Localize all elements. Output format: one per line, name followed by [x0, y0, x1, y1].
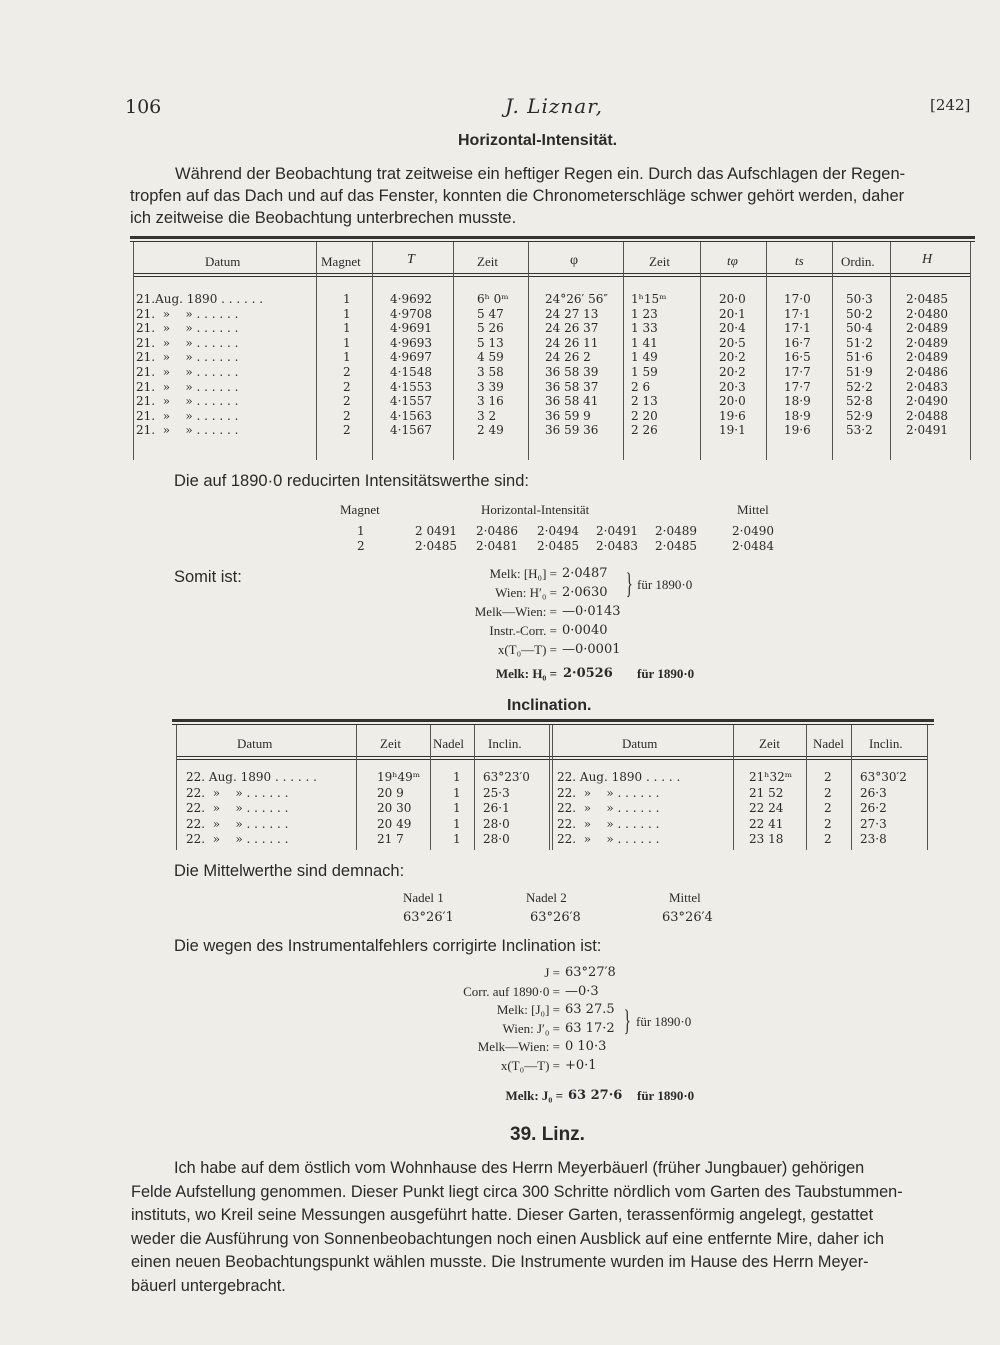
linz-line: weder die Ausführung von Sonnenbeobachtungen noch einen Ausblick auf eine entfernte Mire, daher ich [131, 1229, 885, 1248]
reduced-value: 2·0486 [476, 524, 518, 538]
table-cell: 2 [343, 394, 351, 409]
table-header-rule-2 [133, 276, 971, 277]
reduced-magnet: 2 [357, 539, 365, 553]
table-cell: 3 58 [477, 365, 504, 379]
incl-table-cell: 2 [824, 816, 832, 831]
equation-lhs: Wien: H′₀ = [495, 585, 557, 600]
t2-col-divider [430, 725, 431, 850]
reduced-value: 2·0481 [476, 539, 518, 553]
table-cell: 2 49 [477, 423, 504, 438]
table-cell: 36 58 37 [545, 379, 599, 394]
incl-table-cell: 26·1 [483, 801, 510, 815]
reduced-header-mittel: Mittel [737, 502, 769, 517]
page-number: 106 [125, 96, 162, 118]
reduced-mean: 2·0484 [732, 539, 774, 553]
table-cell: 1 [343, 292, 351, 306]
incl-table-cell: 22. » » . . . . . . [186, 785, 289, 800]
col-divider [623, 242, 624, 460]
somit-label: Somit ist: [174, 568, 242, 586]
table-cell: 2 [343, 408, 351, 423]
table-cell: 4·1548 [390, 365, 432, 379]
equation-rhs: —0·0001 [562, 642, 621, 657]
col-divider [766, 242, 767, 460]
incl-table-cell: 28·0 [483, 832, 510, 846]
equation-lhs: Wien: J′₀ = [502, 1020, 560, 1036]
col-divider [700, 242, 701, 460]
incl-table-cell: 23·8 [860, 832, 887, 846]
table-cell: 5 47 [477, 306, 504, 321]
th-ordin: Ordin. [841, 254, 875, 269]
table-cell: 21.Aug. 1890 . . . . . . [136, 292, 264, 306]
equation-rhs: 2·0630 [562, 585, 608, 600]
t2-col-divider [851, 725, 852, 850]
incl-table-cell: 1 [453, 770, 461, 784]
table-cell: 1 49 [631, 350, 658, 365]
corrected-title: Die wegen des Instrumentalfehlers corrigirte Inclination ist: [174, 937, 602, 955]
incl-table-cell: 26·2 [860, 801, 887, 815]
incl-table-cell: 20 49 [377, 816, 412, 831]
incl-table-cell: 22. » » . . . . . . [186, 801, 289, 815]
table-cell: 51·6 [846, 350, 873, 365]
table-cell: 24 27 13 [545, 306, 599, 321]
table-cell: 53·2 [846, 423, 873, 438]
table-cell: 24 26 11 [545, 335, 599, 350]
table-cell: 20·2 [719, 365, 746, 379]
incl-table-cell: 22. » » . . . . . . [557, 832, 660, 846]
equation-lhs: Melk: [J₀] = [496, 1002, 560, 1017]
table-cell: 20·0 [719, 292, 746, 306]
equation-rhs: —0·0143 [562, 604, 621, 619]
equation-rhs: 0·0040 [562, 623, 608, 638]
reduced-value: 2·0485 [655, 539, 697, 553]
mean-value-nadel1: 63°26′1 [403, 910, 454, 925]
incl-table-cell: 63°30′2 [860, 770, 907, 784]
table-cell: 1 23 [631, 306, 658, 321]
table-cell: 17·1 [784, 306, 811, 321]
table-cell: 17·7 [784, 379, 811, 394]
equation-lhs: Instr.-Corr. = [489, 623, 557, 638]
table-cell: 50·4 [846, 321, 873, 336]
linz-line: Felde Aufstellung genommen. Dieser Punkt liegt circa 300 Schritte nördlich vom Garten des Taubstummen- [131, 1182, 903, 1201]
incl-table-cell: 21 52 [749, 785, 784, 800]
t2-th-zeit: Zeit [380, 736, 401, 751]
linz-line: bäuerl untergebracht. [131, 1276, 286, 1295]
mean-value-nadel2: 63°26′8 [530, 910, 581, 925]
table-top-rule-thin [130, 241, 975, 242]
table-cell: 51·2 [846, 335, 873, 350]
incl-table-cell: 63°23′0 [483, 770, 530, 784]
t2-th-inclin: Inclin. [488, 736, 522, 751]
table-cell: 36 58 39 [545, 365, 599, 379]
page-reference: [242] [930, 96, 971, 114]
incl-table-cell: 1 [453, 832, 461, 846]
incl-final-lhs: Melk: J₀ = [505, 1088, 563, 1103]
intro-paragraph [130, 163, 980, 229]
table-cell: 4·9692 [390, 292, 432, 306]
t2-th-nadel-2: Nadel [813, 736, 845, 751]
table-cell: 20·1 [719, 306, 746, 321]
brace: } [625, 567, 633, 600]
table-cell: 2·0490 [906, 394, 948, 409]
table-cell: 2 [343, 423, 351, 438]
table-cell: 21. » » . . . . . . [136, 408, 239, 423]
col-divider [528, 242, 529, 460]
means-title: Die Mittelwerthe sind demnach: [174, 862, 405, 880]
table-cell: 20·5 [719, 335, 746, 350]
linz-line: einen neuen Beobachtungspunkt wählen musste. Die Instrumente wurden im Hause des Herrn Meyer- [131, 1253, 869, 1271]
incl-table-cell: 1 [453, 785, 461, 800]
table-cell: 51·9 [846, 365, 873, 379]
t2-th-datum: Datum [237, 736, 273, 751]
running-head-author: J. Liznar, [505, 94, 603, 118]
mean-label-nadel1: Nadel 1 [403, 890, 444, 905]
table-cell: 2 20 [631, 408, 658, 423]
incl-table-cell: 23 18 [749, 832, 784, 846]
table-cell: 16·7 [784, 335, 811, 350]
incl-table-cell: 22. » » . . . . . . [557, 785, 660, 800]
summary-brace-note: für 1890·0 [637, 577, 693, 592]
th-phi: φ [570, 253, 579, 268]
table-cell: 52·2 [846, 379, 873, 394]
table-cell: 4·1553 [390, 379, 432, 394]
th-H: H [922, 252, 933, 267]
table-cell: 3 39 [477, 379, 504, 394]
table-cell: 2·0489 [906, 321, 948, 336]
table-cell: 36 59 9 [545, 408, 591, 423]
table-cell: 2 [343, 365, 351, 379]
t2-col-divider [356, 725, 357, 850]
table-cell: 20·2 [719, 350, 746, 365]
table-cell: 4·9708 [390, 306, 432, 321]
section-title-inclination: Inclination. [507, 697, 592, 714]
incl-table-cell: 1 [453, 816, 461, 831]
table-cell: 17·0 [784, 292, 811, 306]
table-cell: 1 59 [631, 365, 658, 379]
table-cell: 1ʰ15ᵐ [631, 292, 667, 306]
incl-table-cell: 21 7 [377, 832, 404, 846]
th-t-phi: tφ [727, 253, 738, 268]
table-cell: 21. » » . . . . . . [136, 350, 239, 365]
linz-line: instituts, wo Kreil seine Messungen ausgeführt hatte. Dieser Garten, terassenförmig angelegt, gestattet [131, 1206, 874, 1224]
equation-lhs: Melk—Wien: = [477, 1039, 560, 1054]
incl-table-cell: 22 24 [749, 801, 784, 815]
incl-table-cell: 20 9 [377, 785, 404, 800]
table-cell: 21. » » . . . . . . [136, 379, 239, 394]
table-cell: 5 26 [477, 321, 504, 336]
incl-table-cell: 28·0 [483, 816, 510, 831]
equation-rhs: 0 10·3 [565, 1039, 607, 1054]
intro-line: Während der Beobachtung trat zeitweise ein heftiger Regen ein. Durch das Aufschlagen der Regen- [175, 165, 906, 183]
final-note: für 1890·0 [637, 666, 695, 681]
th-t-s: ts [795, 253, 804, 268]
t2-col-divider [474, 725, 475, 850]
equation-lhs: Melk—Wien: = [474, 604, 557, 619]
incl-table-cell: 26·3 [860, 785, 887, 800]
linz-paragraph [131, 1157, 981, 1298]
reduced-header-magnet: Magnet [340, 502, 380, 517]
table-cell: 4·1557 [390, 394, 432, 409]
table-cell: 4 59 [477, 350, 504, 365]
t2-col-divider [549, 725, 550, 850]
table-cell: 17·7 [784, 365, 811, 379]
table-cell: 2·0489 [906, 335, 948, 350]
t2-left-border [176, 725, 177, 850]
incl-table-cell: 25·3 [483, 785, 510, 800]
th-datum: Datum [205, 254, 241, 269]
table-cell: 4·1563 [390, 408, 432, 423]
table-cell: 17·1 [784, 321, 811, 336]
table-cell: 1 33 [631, 321, 658, 336]
incl-table-cell: 2 [824, 801, 832, 815]
table-cell: 2·0485 [906, 292, 948, 306]
table-cell: 19·6 [784, 423, 811, 438]
table-header-rule [133, 273, 971, 274]
incl-table-cell: 22. » » . . . . . . [557, 801, 660, 815]
mean-label-nadel2: Nadel 2 [526, 890, 567, 905]
equation-rhs: 2·0487 [562, 566, 608, 581]
incl-table-cell: 21ʰ32ᵐ [749, 770, 793, 784]
table-cell: 20·0 [719, 394, 746, 409]
table-cell: 20·4 [719, 321, 746, 336]
table-cell: 1 [343, 350, 351, 365]
corrected-brace-note: für 1890·0 [636, 1014, 692, 1029]
incl-final-note: für 1890·0 [637, 1088, 695, 1103]
table-cell: 19·1 [719, 423, 746, 438]
incl-table-cell: 22. Aug. 1890 . . . . . [557, 770, 681, 784]
incl-table-cell: 22. » » . . . . . . [186, 816, 289, 831]
table-cell: 4·9697 [390, 350, 432, 365]
reduced-value: 2·0485 [537, 539, 579, 553]
table-cell: 4·9693 [390, 335, 432, 350]
table-cell: 21. » » . . . . . . [136, 321, 239, 336]
equation-lhs: Melk: [H₀] = [489, 566, 557, 581]
table-cell: 2·0489 [906, 350, 948, 365]
section-title-horizontal-intensity: Horizontal-Intensität. [458, 132, 618, 149]
incl-table-cell: 19ʰ49ᵐ [377, 770, 421, 784]
table-cell: 24 26 37 [545, 321, 599, 336]
final-lhs: Melk: H₀ = [495, 666, 557, 681]
equation-rhs: 63 27.5 [565, 1002, 615, 1017]
t2-top-rule-thin [172, 724, 934, 725]
table-cell: 6ʰ 0ᵐ [477, 292, 509, 306]
table-cell: 2 [343, 379, 351, 394]
t2-col-divider [552, 725, 553, 850]
incl-table-cell: 20 30 [377, 801, 412, 815]
linz-line: Ich habe auf dem östlich vom Wohnhause des Herrn Meyerbäuerl (früher Jungbauer) gehörigen [174, 1159, 865, 1177]
table-cell: 50·2 [846, 306, 873, 321]
table-cell: 21. » » . . . . . . [136, 365, 239, 379]
reduced-mean: 2·0490 [732, 524, 774, 538]
table-cell: 2 26 [631, 423, 658, 438]
final-rhs: 2·0526 [563, 666, 613, 681]
t2-th-datum-2: Datum [622, 736, 658, 751]
col-divider [453, 242, 454, 460]
reduced-value: 2 0491 [415, 524, 457, 538]
col-divider [316, 242, 317, 460]
incl-final-rhs: 63 27·6 [568, 1088, 623, 1103]
table-cell: 36 58 41 [545, 394, 599, 409]
intro-line: tropfen auf das Dach und auf das Fenster, konnten die Chronometerschläge schwer gehört werden, daher [130, 187, 905, 205]
reduced-value: 2·0483 [596, 539, 638, 553]
table-cell: 4·1567 [390, 423, 432, 438]
th-T: T [407, 252, 415, 267]
table-cell: 2 6 [631, 379, 651, 394]
incl-table-cell: 2 [824, 832, 832, 846]
incl-table-cell: 22. » » . . . . . . [186, 832, 289, 846]
table-cell: 20·3 [719, 379, 746, 394]
equation-rhs: +0·1 [565, 1057, 597, 1073]
reduced-header-hi: Horizontal-Intensität [481, 502, 590, 517]
equation-lhs: x(T₀—T) = [500, 1057, 560, 1073]
reduced-value: 2·0489 [655, 524, 697, 538]
col-divider [890, 242, 891, 460]
table-cell: 3 2 [477, 408, 497, 423]
incl-table-cell: 2 [824, 785, 832, 800]
mean-label-mittel: Mittel [669, 890, 701, 905]
table-cell: 21. » » . . . . . . [136, 306, 239, 321]
incl-table-cell: 22. Aug. 1890 . . . . . . [186, 770, 317, 784]
equation-rhs: 63 17·2 [565, 1020, 615, 1036]
col-divider [372, 242, 373, 460]
table-cell: 52·8 [846, 394, 873, 409]
table-cell: 21. » » . . . . . . [136, 394, 239, 409]
t2-top-rule [172, 719, 934, 722]
equation-rhs: 63°27′8 [565, 965, 616, 980]
table-cell: 2 13 [631, 394, 658, 409]
reduced-value: 2·0494 [537, 524, 579, 538]
table-right-border [970, 242, 971, 460]
reduced-value: 2·0485 [415, 539, 457, 553]
table-cell: 1 [343, 306, 351, 321]
col-divider [832, 242, 833, 460]
incl-table-cell: 27·3 [860, 816, 887, 831]
incl-table-cell: 22. » » . . . . . . [557, 816, 660, 831]
table-cell: 4·9691 [390, 321, 432, 336]
table-cell: 2·0486 [906, 365, 948, 379]
table-cell: 21. » » . . . . . . [136, 423, 239, 438]
t2-col-divider [733, 725, 734, 850]
table-cell: 1 [343, 321, 351, 336]
table-cell: 2·0491 [906, 423, 948, 438]
t2-th-nadel: Nadel [433, 736, 465, 751]
mean-value-mittel: 63°26′4 [662, 910, 713, 925]
incl-table-cell: 22 41 [749, 816, 784, 831]
table-cell: 18·9 [784, 394, 811, 409]
table-cell: 24°26′ 56″ [545, 292, 608, 306]
table-cell: 1 41 [631, 335, 658, 350]
equation-rhs: —0·3 [565, 983, 599, 999]
table-cell: 19·6 [719, 408, 746, 423]
equation-lhs: Corr. auf 1890·0 = [463, 983, 560, 999]
th-zeit: Zeit [477, 254, 498, 269]
intro-line: ich zeitweise die Beobachtung unterbrechen musste. [130, 209, 517, 227]
t2-right-border [927, 725, 928, 850]
table-cell: 2·0488 [906, 408, 948, 423]
table-cell: 5 13 [477, 335, 504, 350]
t2-th-inclin-2: Inclin. [869, 736, 903, 751]
table-cell: 1 [343, 335, 351, 350]
table-cell: 2·0483 [906, 379, 948, 394]
t2-th-zeit-2: Zeit [759, 736, 780, 751]
section-title-linz: 39. Linz. [510, 1124, 585, 1145]
table-cell: 21. » » . . . . . . [136, 335, 239, 350]
reduced-title: Die auf 1890·0 reducirten Intensitätswerthe sind: [174, 472, 529, 490]
th-magnet: Magnet [321, 254, 361, 269]
table-cell: 16·5 [784, 350, 811, 365]
table-cell: 3 16 [477, 394, 504, 409]
incl-table-cell: 2 [824, 770, 832, 784]
equation-lhs: x(T₀—T) = [497, 642, 557, 657]
table-cell: 50·3 [846, 292, 873, 306]
table-cell: 2·0480 [906, 306, 948, 321]
equation-lhs: J = [544, 965, 560, 980]
table-top-rule [130, 236, 975, 239]
table-cell: 52·9 [846, 408, 873, 423]
table-cell: 24 26 2 [545, 350, 591, 365]
table-cell: 18·9 [784, 408, 811, 423]
incl-table-cell: 1 [453, 801, 461, 815]
brace: } [623, 1004, 631, 1037]
reduced-magnet: 1 [357, 524, 365, 538]
th-zeit-2: Zeit [649, 254, 670, 269]
t2-col-divider [806, 725, 807, 850]
reduced-value: 2·0491 [596, 524, 638, 538]
table-cell: 36 59 36 [545, 423, 599, 438]
table-left-border [133, 242, 134, 460]
